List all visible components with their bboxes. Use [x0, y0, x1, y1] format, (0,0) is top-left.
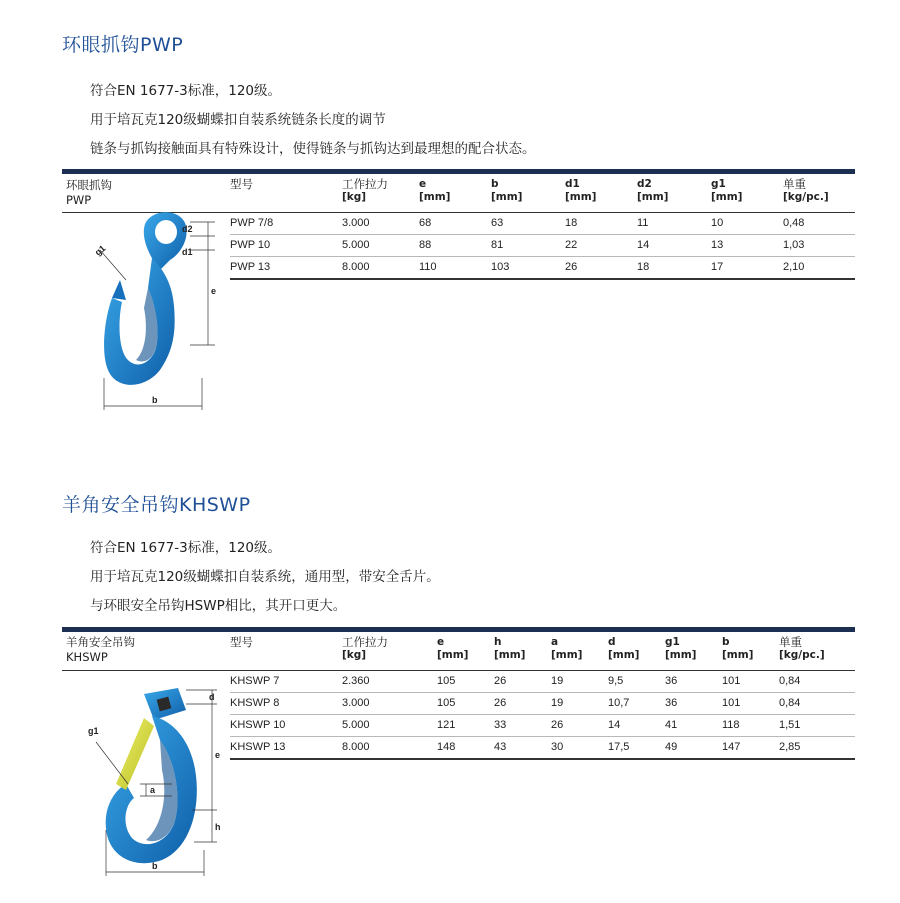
cell: 17,5 — [608, 737, 665, 760]
header-b: b [mm] — [491, 174, 565, 213]
cell: 105 — [437, 671, 494, 693]
cell: 8.000 — [342, 737, 437, 760]
header-model: 型号 — [230, 174, 342, 213]
cell: 13 — [711, 235, 783, 257]
table-header-row — [230, 632, 855, 671]
cell: 26 — [551, 715, 608, 737]
cell: 2.360 — [342, 671, 437, 693]
description-line: 链条与抓钩接触面具有特殊设计，使得链条与抓钩达到最理想的配合状态。 — [90, 141, 536, 157]
cell: 101 — [722, 693, 779, 715]
dim-label-d2: d2 — [182, 224, 193, 234]
cell: 68 — [419, 213, 491, 235]
cell: 22 — [565, 235, 637, 257]
cell: 2,85 — [779, 737, 855, 760]
cell: 101 — [722, 671, 779, 693]
safety-hook-diagram — [82, 680, 227, 880]
header-h: h [mm] — [494, 632, 551, 671]
header-g1: g1 [mm] — [665, 632, 722, 671]
cell: 3.000 — [342, 693, 437, 715]
dim-label-e: e — [215, 750, 221, 760]
hook-latch-shape — [116, 718, 154, 790]
description-line: 符合EN 1677-3标准，120级。 — [90, 83, 282, 99]
cell: 18 — [637, 257, 711, 280]
description-line: 用于培瓦克120级蝴蝶扣自装系统，通用型，带安全舌片。 — [90, 569, 440, 585]
cell: 3.000 — [342, 213, 419, 235]
cell: 26 — [494, 693, 551, 715]
cell: PWP 7/8 — [230, 213, 342, 235]
header-d1: d1 [mm] — [565, 174, 637, 213]
cell: KHSWP 7 — [230, 671, 342, 693]
dim-label-d1: d1 — [182, 247, 193, 257]
dim-label-b: b — [152, 395, 158, 405]
header-g1: g1 [mm] — [711, 174, 783, 213]
eye-grab-hook-diagram — [90, 210, 225, 415]
cell: 49 — [665, 737, 722, 760]
cell: 17 — [711, 257, 783, 280]
cell: 2,10 — [783, 257, 855, 280]
label-divider — [62, 670, 230, 671]
cell: 103 — [491, 257, 565, 280]
cell: 43 — [494, 737, 551, 760]
cell: 1,51 — [779, 715, 855, 737]
product-label — [66, 635, 135, 665]
cell: 14 — [608, 715, 665, 737]
cell: 81 — [491, 235, 565, 257]
dim-label-a: a — [150, 785, 156, 795]
header-d2: d2 [mm] — [637, 174, 711, 213]
cell: 0,48 — [783, 213, 855, 235]
cell: 147 — [722, 737, 779, 760]
header-d: d [mm] — [608, 632, 665, 671]
cell: 14 — [637, 235, 711, 257]
table-row — [230, 693, 855, 715]
description-line: 符合EN 1677-3标准，120级。 — [90, 540, 282, 556]
header-e: e [mm] — [419, 174, 491, 213]
cell: 110 — [419, 257, 491, 280]
cell: 19 — [551, 693, 608, 715]
hook-eye-hole — [155, 220, 177, 244]
spec-table — [230, 174, 855, 280]
cell: 118 — [722, 715, 779, 737]
cell: PWP 10 — [230, 235, 342, 257]
hook-body-shape — [104, 258, 175, 385]
cell: 26 — [565, 257, 637, 280]
description-line: 与环眼安全吊钩HSWP相比，其开口更大。 — [90, 598, 347, 614]
cell: KHSWP 13 — [230, 737, 342, 760]
description — [90, 77, 536, 164]
product-label-code: PWP — [66, 193, 92, 207]
cell: 30 — [551, 737, 608, 760]
cell: PWP 13 — [230, 257, 342, 280]
cell: 88 — [419, 235, 491, 257]
cell: 121 — [437, 715, 494, 737]
cell: 10 — [711, 213, 783, 235]
cell: 19 — [551, 671, 608, 693]
cell: 9,5 — [608, 671, 665, 693]
dim-label-d: d — [209, 692, 215, 702]
section-title: 羊角安全吊钩KHSWP — [62, 494, 251, 516]
product-label-name: 环眼抓钩 — [66, 178, 112, 192]
hook-tip-shape — [112, 280, 126, 300]
header-weight: 单重 [kg/pc.] — [779, 632, 855, 671]
header-b: b [mm] — [722, 632, 779, 671]
dim-label-e: e — [211, 286, 217, 296]
cell: 105 — [437, 693, 494, 715]
header-a: a [mm] — [551, 632, 608, 671]
product-label-name: 羊角安全吊钩 — [66, 635, 135, 649]
dim-label-b: b — [152, 861, 158, 871]
cell: 33 — [494, 715, 551, 737]
header-wll: 工作拉力 [kg] — [342, 632, 437, 671]
table-row — [230, 715, 855, 737]
cell: 63 — [491, 213, 565, 235]
table-row — [230, 737, 855, 760]
product-label-code: KHSWP — [66, 650, 108, 664]
header-wll: 工作拉力 [kg] — [342, 174, 419, 213]
cell: KHSWP 8 — [230, 693, 342, 715]
cell: 18 — [565, 213, 637, 235]
cell: 26 — [494, 671, 551, 693]
description-line: 用于培瓦克120级蝴蝶扣自装系统链条长度的调节 — [90, 112, 386, 128]
table-row — [230, 671, 855, 693]
cell: 148 — [437, 737, 494, 760]
product-label — [66, 178, 112, 208]
table-row — [230, 257, 855, 280]
header-e: e [mm] — [437, 632, 494, 671]
cell: 0,84 — [779, 693, 855, 715]
section-title: 环眼抓钩PWP — [62, 34, 184, 56]
cell: 41 — [665, 715, 722, 737]
cell: 1,03 — [783, 235, 855, 257]
cell: 36 — [665, 671, 722, 693]
table-row — [230, 213, 855, 235]
cell: 10,7 — [608, 693, 665, 715]
description — [90, 534, 440, 621]
dim-label-h: h — [215, 822, 221, 832]
cell: 36 — [665, 693, 722, 715]
cell: 0,84 — [779, 671, 855, 693]
cell: 5.000 — [342, 715, 437, 737]
table-header-row — [230, 174, 855, 213]
spec-table — [230, 632, 855, 760]
cell: 5.000 — [342, 235, 419, 257]
cell: 11 — [637, 213, 711, 235]
header-weight: 单重 [kg/pc.] — [783, 174, 855, 213]
table-row — [230, 235, 855, 257]
dim-label-g1: g1 — [88, 726, 99, 736]
dim-label-g1: g1 — [92, 243, 108, 258]
header-model: 型号 — [230, 632, 342, 671]
cell: 8.000 — [342, 257, 419, 280]
cell: KHSWP 10 — [230, 715, 342, 737]
